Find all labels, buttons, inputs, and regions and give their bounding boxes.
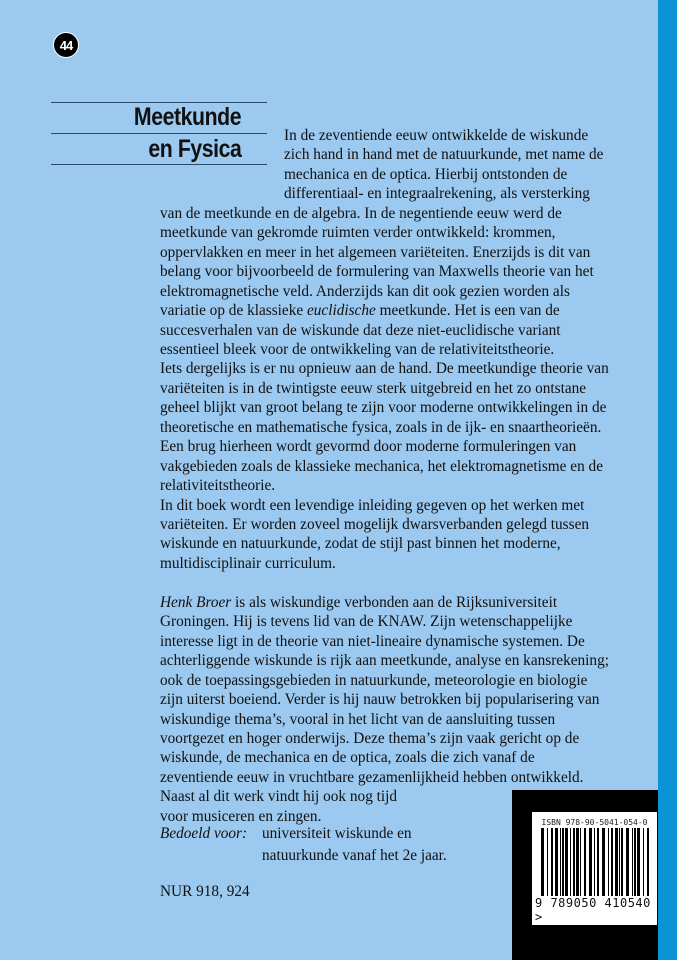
text-segment: voor musiceren en zingen. bbox=[160, 807, 322, 825]
body-line bbox=[160, 748, 535, 767]
body-line bbox=[160, 457, 603, 476]
body-line bbox=[160, 301, 560, 320]
barcode-bar bbox=[632, 828, 633, 896]
audience-line-2: natuurkunde vanaf het 2e jaar. bbox=[262, 847, 447, 864]
barcode-bar bbox=[634, 828, 636, 896]
barcode-bar bbox=[621, 828, 623, 896]
barcode-bars bbox=[541, 828, 651, 906]
text-segment: is als wiskundige verbonden aan de Rijksuniversiteit bbox=[231, 593, 558, 611]
text-segment: variëteiten is in de twintigste eeuw sterk uitgebreid en het zo ontstane bbox=[160, 379, 587, 397]
body-line bbox=[160, 807, 321, 826]
body-line bbox=[160, 612, 572, 631]
text-segment: elektromagnetische veld. Anderzijds kan dit ook gezien worden als bbox=[160, 282, 570, 300]
text-segment: Groningen. Hij is tevens lid van de KNAW. Zijn wetenschappelijke bbox=[160, 613, 573, 631]
page-number-badge: 44 bbox=[53, 32, 79, 58]
body-line bbox=[160, 418, 601, 437]
isbn-text: ISBN 978-90-5041-054-0 bbox=[541, 818, 648, 827]
text-segment: belang voor bijvoorbeeld de formulering van Maxwells theorie van het bbox=[160, 263, 594, 281]
body-line bbox=[160, 262, 594, 281]
body-line bbox=[160, 204, 562, 223]
barcode-bar bbox=[608, 828, 609, 896]
text-segment: differentiaal- en integraalrekening, als versterking bbox=[284, 185, 590, 203]
barcode-bar bbox=[594, 828, 595, 896]
text-segment: In dit boek wordt een levendige inleiding gegeven op het werken met bbox=[160, 496, 585, 514]
body-line bbox=[160, 787, 397, 806]
text-segment: wiskundige thema’s, vooral in het licht van de aansluiting tussen bbox=[160, 710, 556, 728]
barcode bbox=[532, 812, 657, 925]
barcode-bar bbox=[573, 828, 575, 896]
text-segment: essentieel bleek voor de ontwikkeling van de relativiteitstheorie. bbox=[160, 340, 555, 358]
text-segment: wiskunde, de mechanica en de optica, zoals die zich vanaf de bbox=[160, 749, 535, 767]
audience-line-1: universiteit wiskunde en bbox=[262, 825, 412, 842]
body-line bbox=[160, 379, 586, 398]
barcode-bar bbox=[643, 828, 644, 896]
text-segment: geheel blijkt van groot belang te zijn voor moderne ontwikkelingen in de bbox=[160, 399, 607, 417]
body-line bbox=[160, 515, 589, 534]
body-line bbox=[160, 321, 561, 340]
text-segment: achterliggende wiskunde is rijk aan meetkunde, analyse en kansrekening; bbox=[160, 652, 609, 670]
text-segment: theoretische en mathematische fysica, zoals in de ijk- en snaartheorieën. bbox=[160, 418, 602, 436]
body-line bbox=[160, 768, 583, 787]
body-line bbox=[160, 651, 609, 670]
text-segment: mechanica en de optica. Hierbij ontstonden de bbox=[284, 165, 568, 183]
text-segment: van de meetkunde en de algebra. In de negentiende eeuw werd de bbox=[160, 204, 562, 222]
text-segment: oppervlakken en meer in het algemeen variëteiten. Enerzijds is dit van bbox=[160, 243, 591, 261]
barcode-bar bbox=[562, 828, 564, 896]
text-segment: ook de toepassingsgebieden in natuurkunde, meteorologie en biologie bbox=[160, 671, 588, 689]
barcode-bar bbox=[565, 828, 568, 896]
text-segment: interesse ligt in de theorie van niet-lineaire dynamische systemen. De bbox=[160, 632, 585, 650]
italic-text: euclidische bbox=[306, 302, 376, 320]
body-line bbox=[160, 359, 609, 378]
barcode-bar bbox=[637, 828, 640, 896]
italic-text: Henk Broer bbox=[160, 593, 232, 611]
text-segment: Iets dergelijks is er nu opnieuw aan de hand. De meetkundige theorie van bbox=[160, 360, 609, 378]
text-segment: variëteiten. Er worden zoveel mogelijk dwarsverbanden gelegd tussen bbox=[160, 516, 590, 533]
body-line bbox=[160, 671, 587, 690]
barcode-bar bbox=[555, 828, 558, 896]
text-segment: variatie op de klassieke bbox=[160, 302, 307, 320]
barcode-bar bbox=[626, 828, 629, 896]
text-segment: Een brug hierheen wordt gevormd door moderne formuleringen van bbox=[160, 438, 577, 456]
text-segment: zich hand in hand met de natuurkunde, met name de bbox=[284, 146, 604, 164]
text-segment: relativiteitstheorie. bbox=[160, 477, 276, 495]
text-segment: zijn uiterst boeiend. Verder is hij nauw betrokken bij popularisering van bbox=[160, 691, 600, 709]
body-line bbox=[160, 710, 555, 729]
body-line bbox=[160, 398, 606, 417]
barcode-bar bbox=[615, 828, 618, 896]
text-segment: multidisciplinair curriculum. bbox=[160, 554, 336, 572]
nur-code: NUR 918, 924 bbox=[160, 883, 250, 900]
body-line bbox=[284, 126, 588, 145]
body-line bbox=[160, 340, 554, 359]
body-line bbox=[284, 165, 567, 184]
text-segment: succesverhalen van de wiskunde dat deze niet-euclidische variant bbox=[160, 321, 561, 339]
body-line bbox=[160, 437, 576, 456]
text-segment: vakgebieden zoals de klassieke mechanica, het elektromagnetisme en de bbox=[160, 457, 603, 475]
body-line bbox=[160, 729, 579, 748]
barcode-bar bbox=[580, 828, 581, 896]
barcode-bar bbox=[589, 828, 592, 896]
body-line bbox=[160, 243, 590, 262]
body-line bbox=[160, 534, 561, 553]
body-line bbox=[160, 496, 584, 515]
text-segment: zeventiende eeuw in vruchtbare gezamenlijkheid hebben ontwikkeld. bbox=[160, 768, 584, 786]
body-line bbox=[160, 476, 275, 495]
text-segment: voortgezet en hoger onderwijs. Deze thema’s zijn vaak gericht op de bbox=[160, 729, 580, 747]
body-line bbox=[160, 593, 557, 612]
barcode-bar bbox=[576, 828, 579, 896]
audience-label: Bedoeld voor: bbox=[160, 825, 248, 842]
body-line bbox=[284, 184, 590, 203]
barcode-bar bbox=[584, 828, 586, 896]
barcode-bar bbox=[551, 828, 553, 896]
barcode-bar bbox=[541, 828, 544, 896]
text-segment: meetkunde. Het is een van de bbox=[375, 302, 560, 320]
text-segment: wiskunde en natuurkunde, zodat de stijl past binnen het moderne, bbox=[160, 535, 561, 553]
body-line bbox=[284, 145, 603, 164]
barcode-bar bbox=[619, 828, 620, 896]
title-line-2: en Fysica bbox=[147, 135, 241, 163]
title-rule bbox=[51, 164, 267, 165]
barcode-bar bbox=[560, 828, 561, 896]
body-line bbox=[160, 554, 336, 573]
barcode-bar bbox=[647, 828, 649, 896]
text-segment: In de zeventiende eeuw ontwikkelde de wiskunde bbox=[284, 127, 589, 144]
text-segment: Naast al dit werk vindt hij ook nog tijd bbox=[160, 788, 398, 806]
body-line bbox=[160, 690, 599, 709]
spine-strip bbox=[658, 0, 677, 960]
barcode-bar bbox=[611, 828, 613, 896]
barcode-bar bbox=[597, 828, 599, 896]
body-line bbox=[160, 632, 585, 651]
body-line bbox=[160, 282, 570, 301]
barcode-bar bbox=[570, 828, 571, 896]
body-line bbox=[160, 223, 555, 242]
barcode-digits: 9 789050 410540 > bbox=[535, 896, 651, 924]
barcode-bar bbox=[547, 828, 548, 896]
barcode-bar bbox=[602, 828, 605, 896]
title-line-1: Meetkunde bbox=[133, 103, 241, 131]
title-rule bbox=[51, 133, 267, 134]
text-segment: meetkunde van gekromde ruimten verder ontwikkeld: krommen, bbox=[160, 224, 556, 242]
